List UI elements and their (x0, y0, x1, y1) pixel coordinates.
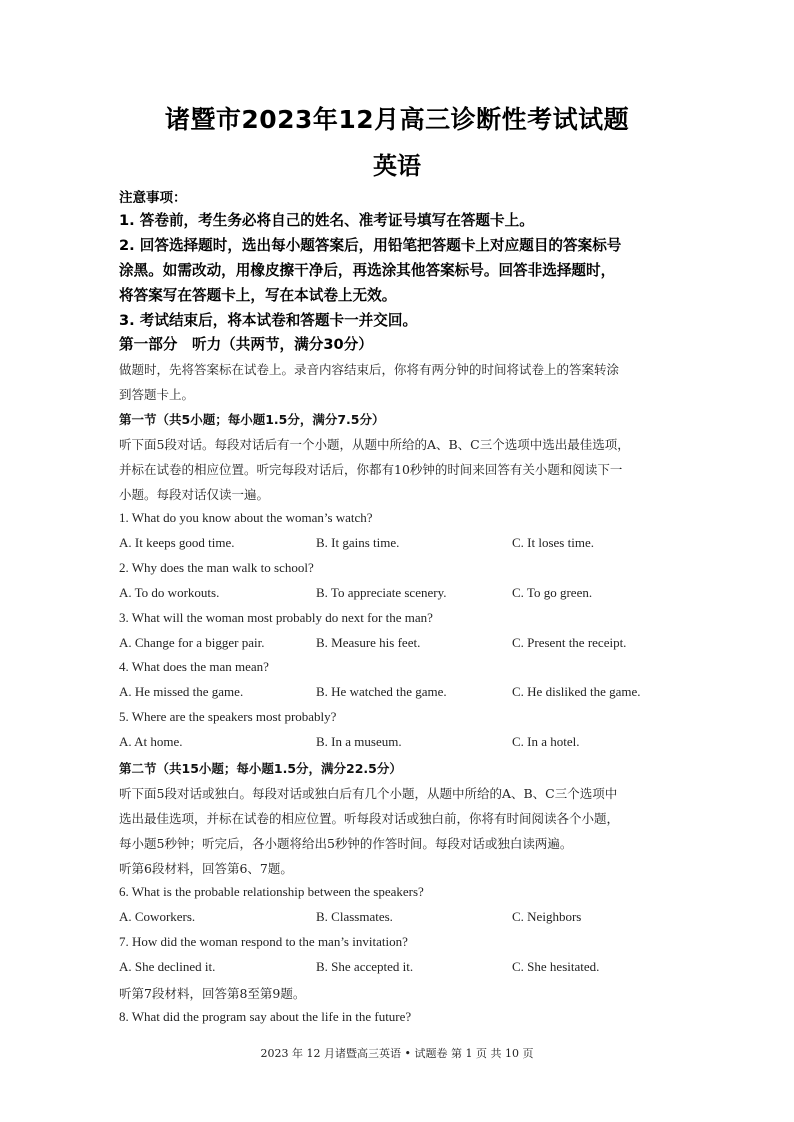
question-text: 4. What does the man mean? (119, 659, 269, 674)
option-a: A. He missed the game. (119, 684, 244, 699)
section1-intro-line: 听下面5段对话。每段对话后有一个小题，从题中所给的A、B、C三个选项中选出最佳选项， (119, 437, 630, 452)
option-c: C. Neighbors (512, 909, 582, 924)
part1-heading: 第一部分 听力（共两节，满分30分） (119, 336, 373, 353)
notes-item: 涂黑。如需改动，用橡皮擦干净后，再选涂其他答案标号。回答非选择题时， (119, 262, 616, 279)
section2-intro-line: 选出最佳选项，并标在试卷的相应位置。听每段对话或独白前，你将有时间阅读各个小题， (119, 811, 620, 826)
option-b: B. To appreciate scenery. (316, 585, 447, 600)
option-c: C. It loses time. (512, 535, 594, 550)
exam-title: 诸暨市2023年12月高三诊断性考试试题 (164, 105, 630, 134)
question-text: 1. What do you know about the woman’s watch? (119, 510, 373, 525)
option-b: B. Measure his feet. (316, 635, 421, 650)
option-b: B. In a museum. (316, 734, 402, 749)
question-text: 2. Why does the man walk to school? (119, 560, 314, 575)
material-instruction: 听第7段材料，回答第8至第9题。 (119, 986, 306, 1001)
notes-item: 1. 答卷前，考生务必将自己的姓名、准考证号填写在答题卡上。 (119, 212, 534, 229)
option-c: C. In a hotel. (512, 734, 580, 749)
option-a: A. Change for a bigger pair. (119, 635, 265, 650)
question-text: 3. What will the woman most probably do next for the man? (119, 610, 433, 625)
notes-item: 3. 考试结束后，将本试卷和答题卡一并交回。 (119, 312, 418, 329)
material-instruction: 听第6段材料，回答第6、7题。 (119, 861, 293, 876)
option-b: B. He watched the game. (316, 684, 447, 699)
option-b: B. She accepted it. (316, 959, 414, 974)
option-a: A. At home. (119, 734, 183, 749)
option-a: A. To do workouts. (119, 585, 220, 600)
option-c: C. Present the receipt. (512, 635, 627, 650)
option-c: C. To go green. (512, 585, 593, 600)
part1-intro-line: 做题时，先将答案标在试卷上。录音内容结束后，你将有两分钟的时间将试卷上的答案转涂 (119, 362, 620, 377)
option-c: C. He disliked the game. (512, 684, 641, 699)
question-text: 8. What did the program say about the life in the future? (119, 1009, 412, 1024)
question-text: 5. Where are the speakers most probably? (119, 709, 337, 724)
option-b: B. Classmates. (316, 909, 393, 924)
notes-item: 将答案写在答题卡上，写在本试卷上无效。 (119, 287, 397, 304)
option-a: A. Coworkers. (119, 909, 196, 924)
option-b: B. It gains time. (316, 535, 400, 550)
section2-intro-line: 听下面5段对话或独白。每段对话或独白后有几个小题，从题中所给的A、B、C三个选项中 (119, 786, 618, 801)
section1-heading: 第一节（共5小题；每小题1.5分，满分7.5分） (119, 412, 385, 427)
question-text: 7. How did the woman respond to the man’s invitation? (119, 934, 408, 949)
section2-intro-line: 每小题5秒钟；听完后，各小题将给出5秒钟的作答时间。每段对话或独白读两遍。 (119, 836, 573, 851)
section1-intro-line: 并标在试卷的相应位置。听完每段对话后，你都有10秒钟的时间来回答有关小题和阅读下一 (119, 462, 623, 477)
section2-heading: 第二节（共15小题；每小题1.5分，满分22.5分） (119, 761, 402, 776)
option-a: A. It keeps good time. (119, 535, 235, 550)
question-text: 6. What is the probable relationship between the speakers? (119, 884, 424, 899)
page-footer: 2023 年 12 月诸暨高三英语 • 试题卷 第 1 页 共 10 页 (260, 1047, 534, 1060)
subject-title: 英语 (373, 152, 421, 180)
option-a: A. She declined it. (119, 959, 216, 974)
part1-intro-line: 到答题卡上。 (119, 387, 195, 402)
section1-intro-line: 小题。每段对话仅读一遍。 (119, 487, 270, 502)
notes-heading: 注意事项： (119, 190, 187, 206)
notes-item: 2. 回答选择题时，选出每小题答案后，用铅笔把答题卡上对应题目的答案标号 (119, 237, 622, 254)
option-c: C. She hesitated. (512, 959, 600, 974)
